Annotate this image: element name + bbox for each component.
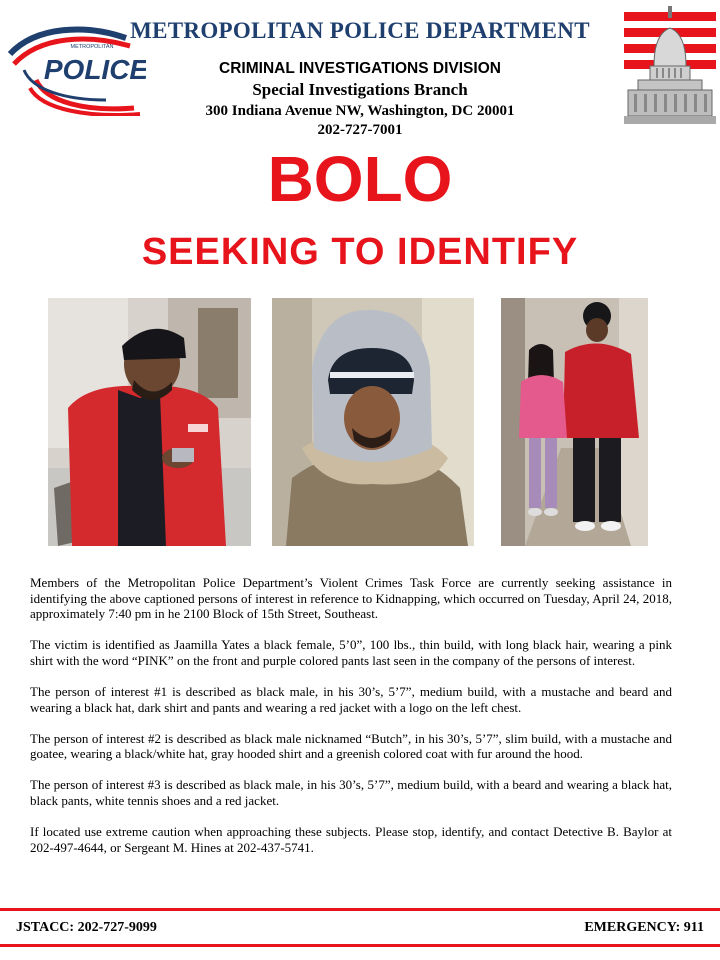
footer-top-rule bbox=[0, 908, 720, 911]
person-of-interest-3-and-victim-photo bbox=[501, 298, 648, 546]
seeking-subtitle: SEEKING TO IDENTIFY bbox=[141, 231, 579, 273]
person-of-interest-1-paragraph: The person of interest #1 is described as black male, in his 30’s, 5’7”, medium build, with a mustache and beard and wearing a black hat, dark shirt and pants and wearing a red jacket with a logo on the left chest. bbox=[30, 683, 672, 715]
footer-bottom-rule bbox=[0, 944, 720, 947]
person-of-interest-1-photo bbox=[48, 298, 251, 546]
victim-paragraph: The victim is identified as Jaamilla Yates a black female, 5’0”, 100 lbs., thin build, with long black hair, wearing a pink shirt with the word “PINK” on the front and purple colored pants last seen in the company of the persons of interest. bbox=[30, 637, 672, 668]
branch-name: Special Investigations Branch bbox=[252, 80, 468, 99]
logo-big-text: POLICE bbox=[43, 54, 146, 85]
division-name: CRIMINAL INVESTIGATIONS DIVISION bbox=[219, 60, 501, 77]
person-of-interest-2-photo bbox=[272, 298, 474, 546]
department-name: METROPOLITAN POLICE DEPARTMENT bbox=[130, 18, 590, 43]
person-of-interest-2-paragraph: The person of interest #2 is described as black male nicknamed “Butch”, in his 30’s, 5’7”, slim build, with a mustache and goatee, wearing a black/white hat, gray hooded shirt and a greenish colored coat with fur around the hood. bbox=[30, 730, 672, 762]
jstacc-phone: JSTACC: 202-727-9099 bbox=[16, 920, 157, 935]
contact-paragraph: If located use extreme caution when approaching these subjects. Please stop, identify, and contact Detective B. Baylor at 202-497-4644, or Sergeant M. Hines at 202-437-5741. bbox=[30, 824, 672, 855]
emergency-number: EMERGENCY: 911 bbox=[584, 920, 704, 935]
bolo-title: BOLO bbox=[267, 143, 453, 215]
department-address: 300 Indiana Avenue NW, Washington, DC 20001 bbox=[205, 103, 515, 119]
department-phone: 202-727-7001 bbox=[317, 122, 403, 138]
person-of-interest-3-paragraph: The person of interest #3 is described as black male, in his 30’s, 5’7”, medium build, with a beard and wearing a black hat, black pants, white tennis shoes and a red jacket. bbox=[30, 777, 672, 808]
incident-paragraph: Members of the Metropolitan Police Department’s Violent Crimes Task Force are currently seeking assistance in identifying the above captioned persons of interest in reference to Kidnapping, which occurred on Tuesday, April 24, 2018, approximately 7:40 pm in he 2100 Block of 15th Street, Southeast. bbox=[30, 575, 672, 622]
logo-small-text: METROPOLITAN bbox=[70, 44, 114, 50]
case-description bbox=[30, 575, 672, 871]
